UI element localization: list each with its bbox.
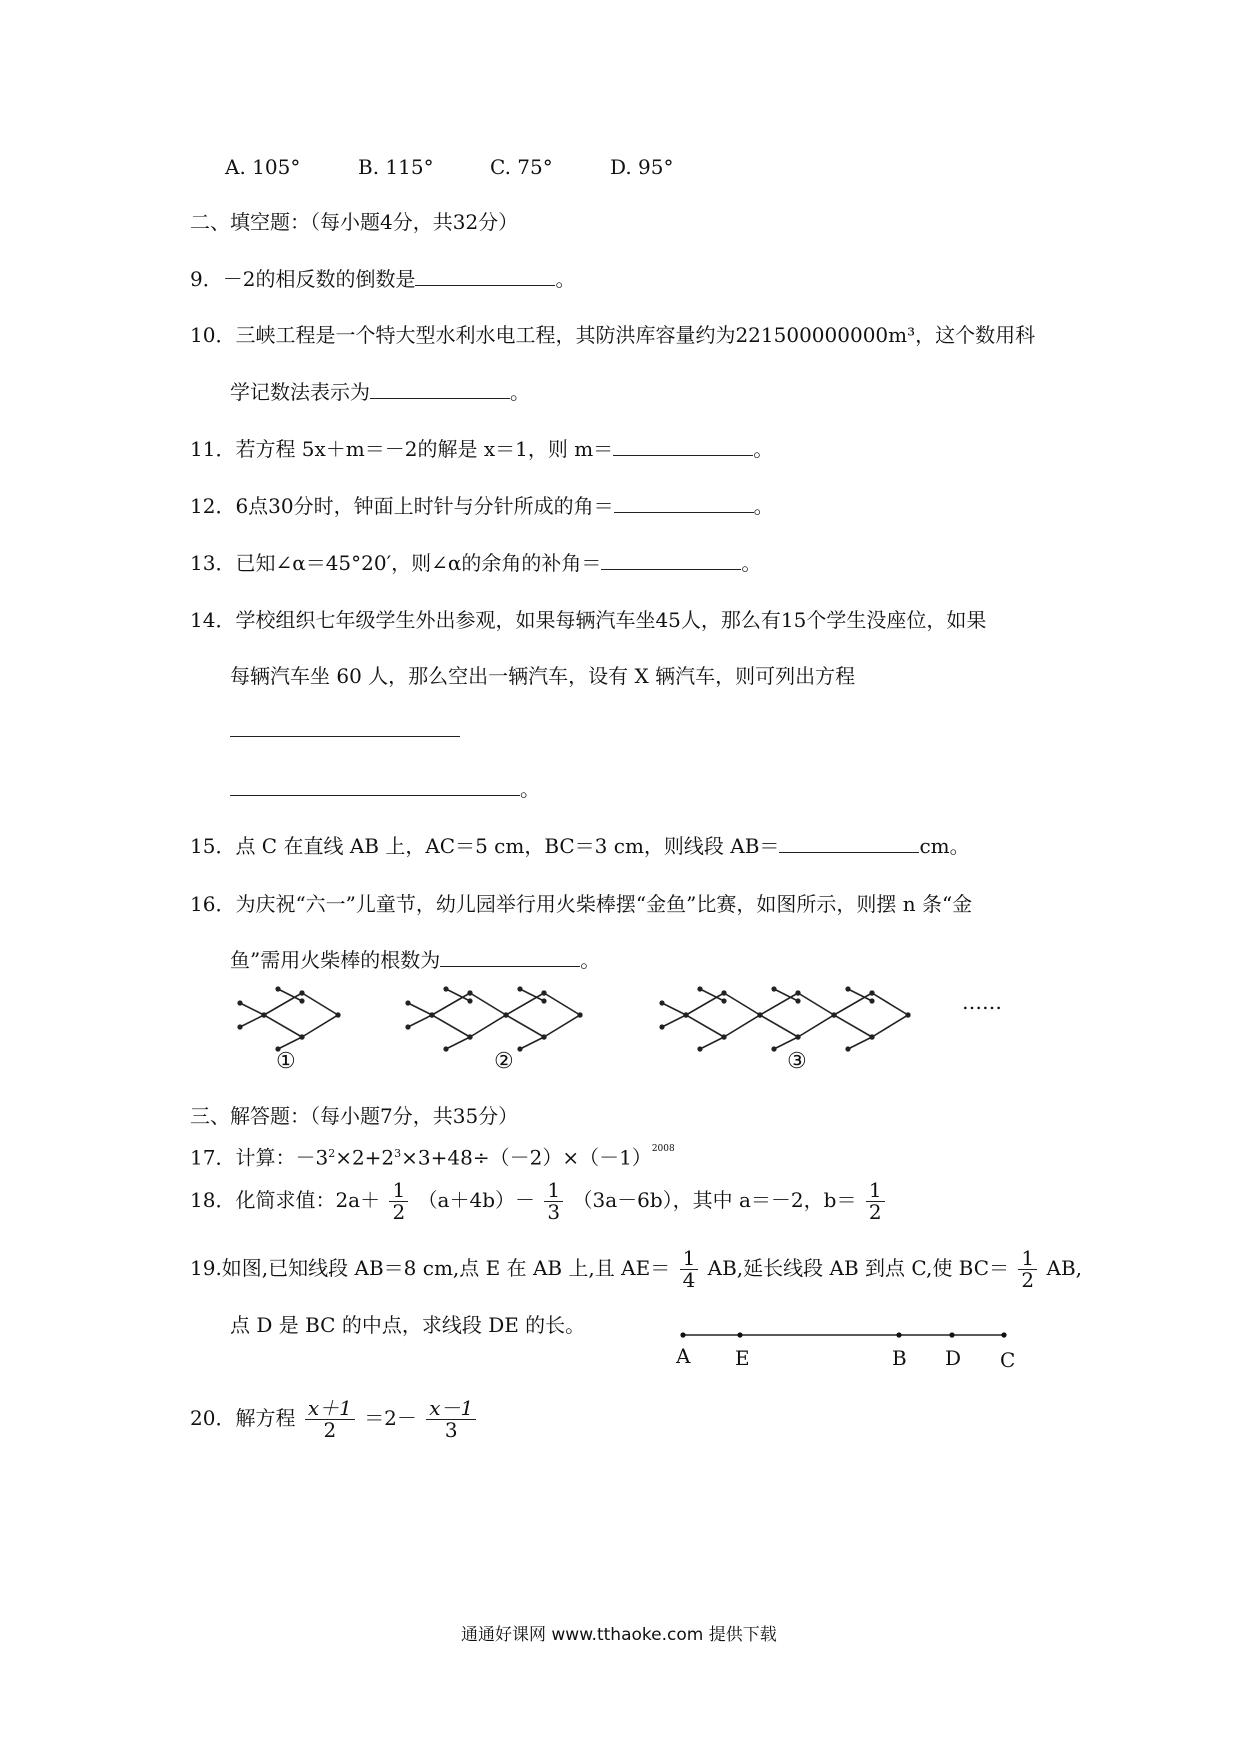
point-label-d: D xyxy=(945,1346,962,1370)
q17-text-a: 17．计算：－3 xyxy=(190,1145,329,1170)
point-a-dot xyxy=(680,1332,685,1337)
fraction-numerator: 1 xyxy=(866,1180,885,1202)
q17-exponent-1: 2 xyxy=(328,1147,336,1160)
fraction-numerator: 1 xyxy=(680,1248,699,1270)
q16-text: 鱼”需用火柴棒的根数为 xyxy=(230,948,441,972)
q20-text-a: 20．解方程 xyxy=(190,1406,296,1430)
q18-text-b: （a＋4b）－ xyxy=(417,1188,536,1212)
question-10-line1: 10．三峡工程是一个特大型水利水电工程，其防洪库容量约为221500000000m³，这个数用科 xyxy=(190,323,1036,347)
q20-text-b: ＝2－ xyxy=(364,1406,417,1430)
choice-b: B. 115° xyxy=(358,155,434,179)
point-b-dot xyxy=(896,1332,901,1337)
q17-exponent-3: 2008 xyxy=(651,1144,675,1154)
figure-label-2: ② xyxy=(494,1049,514,1074)
question-14-line2: 每辆汽车坐 60 人，那么空出一辆汽车，设有 X 辆汽车，则可列出方程 xyxy=(230,664,856,688)
choice-a: A. 105° xyxy=(225,155,301,179)
q9-end: 。 xyxy=(555,267,576,291)
choice-d: D. 95° xyxy=(610,155,674,179)
fraction-denominator: 2 xyxy=(1021,1268,1035,1292)
q17-text-c: ×3+48÷（－2）×（－1） xyxy=(401,1145,652,1170)
q15-text: 15．点 C 在直线 AB 上，AC＝5 cm，BC＝3 cm，则线段 AB＝ xyxy=(190,834,780,858)
q13-text: 13．已知∠α＝45°20′，则∠α的余角的补角＝ xyxy=(190,551,602,575)
point-label-e: E xyxy=(735,1346,750,1370)
q17-exponent-2: 3 xyxy=(394,1147,402,1160)
figure-label-3: ③ xyxy=(787,1049,807,1074)
q9-text: 9．－2的相反数的倒数是 xyxy=(190,267,416,291)
q16-end: 。 xyxy=(580,948,601,972)
section2-title: 二、填空题：（每小题4分，共32分） xyxy=(190,210,519,234)
figure-label-1: ① xyxy=(276,1049,296,1074)
question-14-line1: 14．学校组织七年级学生外出参观，如果每辆汽车坐45人，那么有15个学生没座位，如果 xyxy=(190,608,987,632)
point-d-dot xyxy=(949,1332,954,1337)
fraction-denominator: 3 xyxy=(444,1418,458,1442)
fraction-numerator: 1 xyxy=(1018,1248,1037,1270)
q20-fraction-2 xyxy=(426,1398,476,1441)
point-label-c: C xyxy=(1000,1348,1016,1372)
q17-text-b: ×2+2 xyxy=(335,1145,395,1170)
q20-fraction-1 xyxy=(305,1398,355,1441)
footer-text: 通通好课网 www.tthaoke.com 提供下载 xyxy=(461,1625,777,1645)
point-c-dot xyxy=(1001,1332,1006,1337)
fraction-denominator: 3 xyxy=(547,1200,561,1224)
q11-end: 。 xyxy=(753,437,774,461)
question-19-line2: 点 D 是 BC 的中点，求线段 DE 的长。 xyxy=(230,1313,586,1337)
q15-end: cm。 xyxy=(919,834,970,858)
fraction-denominator: 2 xyxy=(392,1200,406,1224)
choice-c: C. 75° xyxy=(490,155,553,179)
question-16-line1: 16．为庆祝“六一”儿童节，幼儿园举行用火柴棒摆“金鱼”比赛，如图所示，则摆 n 条“金 xyxy=(190,892,973,916)
fraction-denominator: 2 xyxy=(868,1200,882,1224)
question-20 xyxy=(190,1398,479,1441)
q12-end: 。 xyxy=(753,494,774,518)
fraction-numerator: x－1 xyxy=(426,1398,476,1420)
fraction-denominator: 2 xyxy=(323,1418,337,1442)
q19-text-c: AB, xyxy=(1046,1256,1082,1280)
point-label-b: B xyxy=(892,1346,907,1370)
fraction-numerator: x＋1 xyxy=(305,1398,355,1420)
q10-text: 学记数法表示为 xyxy=(230,380,370,404)
q13-end: 。 xyxy=(741,551,762,575)
section3-title: 三、解答题：（每小题7分，共35分） xyxy=(190,1104,519,1128)
q11-text: 11．若方程 5x＋m＝－2的解是 x＝1，则 m＝ xyxy=(190,437,614,461)
q18-text-c: （3a－6b），其中 a＝－2，b＝ xyxy=(572,1188,857,1212)
figure-ellipsis: …… xyxy=(962,990,1002,1014)
q12-text: 12．6点30分时，钟面上时针与分针所成的角＝ xyxy=(190,494,614,518)
point-e-dot xyxy=(737,1332,742,1337)
fraction-denominator: 4 xyxy=(682,1268,696,1292)
q14-end: 。 xyxy=(520,777,540,801)
fraction-numerator: 1 xyxy=(544,1180,563,1202)
q18-text-a: 18．化简求值：2a＋ xyxy=(190,1188,381,1212)
q19-text-a: 19.如图,已知线段 AB＝8 cm,点 E 在 AB 上,且 AE＝ xyxy=(190,1256,671,1280)
fraction-numerator: 1 xyxy=(389,1180,408,1202)
q10-end: 。 xyxy=(510,380,530,404)
q19-text-b: AB,延长线段 AB 到点 C,使 BC＝ xyxy=(707,1256,1010,1280)
point-label-a: A xyxy=(676,1344,691,1368)
